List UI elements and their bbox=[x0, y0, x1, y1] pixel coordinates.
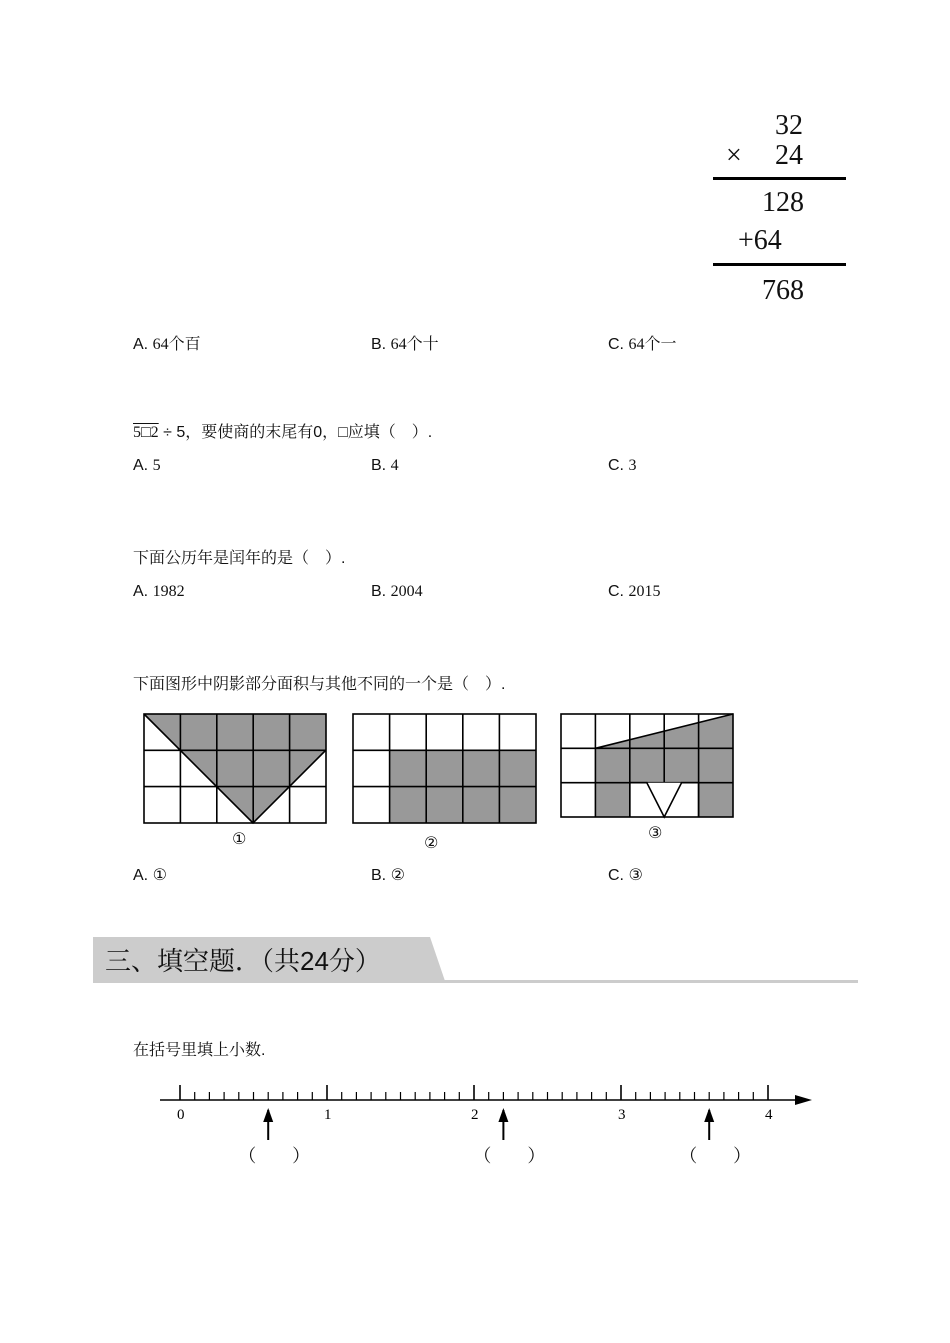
option-letter: C. bbox=[608, 336, 624, 353]
option-letter: C. bbox=[608, 457, 624, 474]
option-text: 64个一 bbox=[628, 336, 677, 353]
partial-product-2: +64 bbox=[738, 225, 782, 256]
q5-stem: 在括号里填上小数. bbox=[133, 1042, 266, 1059]
axis-label: 3 bbox=[618, 1107, 626, 1123]
option-text: 64个十 bbox=[390, 336, 439, 353]
option-letter: A. bbox=[133, 457, 149, 474]
answer-blank[interactable]: （ ） bbox=[679, 1146, 752, 1166]
q4-option-a[interactable] bbox=[133, 865, 167, 885]
multiplier: 24 bbox=[775, 140, 803, 171]
q2-stem-text: ÷ 5，要使商的末尾有0，□应填（ ）. bbox=[158, 424, 433, 441]
figure-3 bbox=[561, 714, 733, 817]
axis-label: 0 bbox=[177, 1107, 185, 1123]
number-line-arrowhead bbox=[795, 1095, 812, 1105]
option-text: 3 bbox=[628, 457, 637, 474]
section-title: 三、填空题．（共24分） bbox=[105, 946, 381, 976]
option-text: 64个百 bbox=[152, 336, 201, 353]
figure-1-label: ① bbox=[232, 831, 247, 848]
figure-2-label: ② bbox=[424, 835, 439, 852]
option-letter: B. bbox=[371, 336, 387, 353]
q4-stem: 下面图形中阴影部分面积与其他不同的一个是（ ）. bbox=[133, 676, 506, 693]
option-text: ③ bbox=[628, 867, 643, 884]
multiplicand: 32 bbox=[775, 110, 803, 141]
option-letter: A. bbox=[133, 336, 149, 353]
product-result: 768 bbox=[762, 275, 804, 306]
figure-2 bbox=[353, 714, 536, 823]
option-letter: C. bbox=[608, 583, 624, 600]
pointer-arrow bbox=[704, 1108, 714, 1140]
option-letter: B. bbox=[371, 457, 387, 474]
option-letter: A. bbox=[133, 583, 149, 600]
figure-1-shade bbox=[144, 714, 326, 823]
answer-blank[interactable]: （ ） bbox=[473, 1146, 546, 1166]
option-text: ① bbox=[152, 867, 167, 884]
figure-1 bbox=[144, 714, 326, 823]
option-letter: A. bbox=[133, 867, 149, 884]
option-letter: B. bbox=[371, 867, 387, 884]
option-text: 4 bbox=[390, 457, 399, 474]
q4-option-b[interactable] bbox=[371, 865, 405, 885]
axis-label: 2 bbox=[471, 1107, 479, 1123]
answer-blank[interactable]: （ ） bbox=[238, 1146, 311, 1166]
option-text: 2004 bbox=[390, 583, 423, 600]
q4-option-c[interactable] bbox=[608, 865, 643, 885]
partial-product-1: 128 bbox=[762, 187, 804, 218]
option-text: 1982 bbox=[152, 583, 185, 600]
pointer-arrow bbox=[263, 1108, 273, 1140]
multiply-sign: × bbox=[726, 140, 742, 171]
q2-number-expression: 5□2 bbox=[133, 424, 159, 441]
option-letter: C. bbox=[608, 867, 624, 884]
figure-3-label: ③ bbox=[648, 825, 663, 842]
axis-label: 1 bbox=[324, 1107, 332, 1123]
pointer-arrow bbox=[498, 1108, 508, 1140]
option-letter: B. bbox=[371, 583, 387, 600]
axis-label: 4 bbox=[765, 1107, 773, 1123]
q3-stem: 下面公历年是闰年的是（ ）. bbox=[133, 550, 346, 567]
option-text: ② bbox=[390, 867, 405, 884]
option-text: 5 bbox=[152, 457, 161, 474]
option-text: 2015 bbox=[628, 583, 661, 600]
